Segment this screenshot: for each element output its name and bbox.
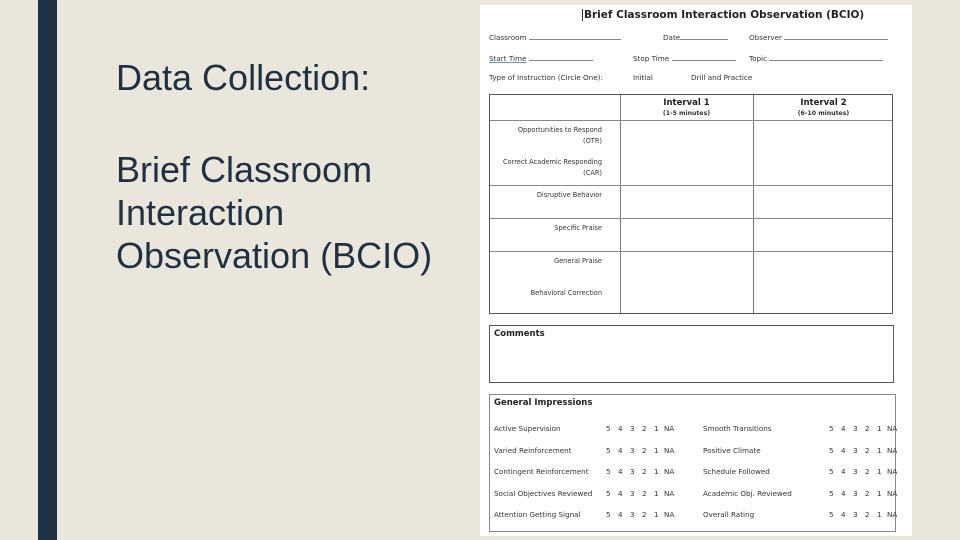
form-title: Brief Classroom Interaction Observation (BCIO) <box>584 9 865 21</box>
topic-field: Topic <box>749 53 883 63</box>
rating-option: NA <box>664 424 675 433</box>
rating-option: 1 <box>877 424 882 433</box>
impression-item-right: Overall Rating <box>703 510 755 519</box>
rating-option: 5 <box>606 510 611 519</box>
rating-option: NA <box>887 488 898 498</box>
comments-label: Comments <box>494 329 545 339</box>
rating-option: 5 <box>829 488 834 498</box>
behavior-specific-praise: Specific Praise <box>554 224 602 232</box>
rating-option: 3 <box>853 445 858 455</box>
impression-row <box>490 467 898 479</box>
impression-row <box>490 488 898 501</box>
behavior-otr: Opportunities to Respond (OTR) <box>517 126 602 145</box>
rating-option: 2 <box>865 424 870 433</box>
rating-option: 5 <box>606 445 611 455</box>
impression-item-right: Schedule Followed <box>703 467 770 476</box>
rating-option: 4 <box>618 424 623 433</box>
rating-option: 1 <box>877 488 882 498</box>
rating-option: 5 <box>606 424 611 433</box>
date-field: Date <box>663 32 728 42</box>
rating-option: 4 <box>841 424 846 433</box>
stop-time-field: Stop Time <box>633 53 736 63</box>
rating-option: 4 <box>841 510 846 519</box>
rating-option: 4 <box>841 488 846 498</box>
rating-option: NA <box>887 467 898 476</box>
title-line-1: Data Collection: <box>116 57 371 98</box>
rating-option: 2 <box>865 488 870 498</box>
rating-option: 3 <box>853 467 858 476</box>
rating-option: 1 <box>654 467 659 476</box>
rating-option: NA <box>664 510 675 519</box>
title-line-2: Brief Classroom Interaction Observation (BCIO) <box>116 149 433 276</box>
instruction-option-drill: Drill and Practice <box>691 73 753 82</box>
rating-option: 2 <box>642 424 647 433</box>
impression-item-right: Smooth Transitions <box>703 424 772 433</box>
rating-option: 3 <box>630 445 635 455</box>
rating-option: 3 <box>853 424 858 433</box>
rating-option: 3 <box>853 510 858 519</box>
rating-option: 1 <box>877 467 882 476</box>
rating-option: 5 <box>829 467 834 476</box>
rating-option: 2 <box>642 445 647 455</box>
rating-option: NA <box>664 467 675 476</box>
behavior-general-praise: General Praise <box>553 257 602 265</box>
rating-option: 2 <box>865 467 870 476</box>
rating-option: 2 <box>642 488 647 498</box>
impression-row <box>490 510 898 522</box>
rating-option: 3 <box>630 467 635 476</box>
rating-option: 4 <box>618 467 623 476</box>
interval-2-subheader: (6-10 minutes) <box>797 110 850 117</box>
rating-option: 5 <box>606 488 611 498</box>
impression-item-left: Varied Reinforcement <box>494 445 572 455</box>
rating-option: NA <box>664 488 675 498</box>
rating-option: 1 <box>877 445 882 455</box>
rating-option: NA <box>887 445 898 455</box>
rating-option: 3 <box>630 488 635 498</box>
rating-option: 2 <box>865 445 870 455</box>
rating-option: 5 <box>829 424 834 433</box>
rating-option: 5 <box>606 467 611 476</box>
impression-item-left: Attention Getting Signal <box>494 510 581 519</box>
behavior-correction: Behavioral Correction <box>530 289 602 297</box>
rating-option: 5 <box>829 510 834 519</box>
rating-option: 4 <box>618 510 623 519</box>
impression-row <box>490 424 898 436</box>
impression-item-left: Active Supervision <box>494 424 561 433</box>
behavior-car: Correct Academic Responding (CAR) <box>503 158 602 177</box>
rating-option: 3 <box>630 424 635 433</box>
rating-option: 1 <box>654 445 659 455</box>
impression-item-right: Academic Obj. Reviewed <box>703 488 792 498</box>
rating-option: 2 <box>642 467 647 476</box>
bcio-form-image <box>480 5 912 536</box>
rating-option: 5 <box>829 445 834 455</box>
instruction-type-field: Type of Instruction (Circle One): <box>489 73 603 82</box>
rating-option: NA <box>887 510 898 519</box>
impression-item-left: Contingent Reinforcement <box>494 467 589 476</box>
impression-item-right: Positive Climate <box>703 445 761 455</box>
general-impressions-box <box>489 394 896 532</box>
interval-1-header: Interval 1 <box>663 98 710 108</box>
rating-option: 1 <box>654 510 659 519</box>
interval-2-header: Interval 2 <box>800 98 847 108</box>
rating-option: NA <box>887 424 898 433</box>
rating-option: NA <box>664 445 675 455</box>
observation-table <box>489 94 893 314</box>
comments-box <box>489 325 894 383</box>
start-time-field: Start Time <box>489 53 593 63</box>
rating-option: 3 <box>630 510 635 519</box>
rating-option: 3 <box>853 488 858 498</box>
slide-title <box>116 56 456 277</box>
classroom-field: Classroom <box>489 32 621 42</box>
impression-item-left: Social Objectives Reviewed <box>494 488 593 498</box>
behavior-disruptive: Disruptive Behavior <box>536 191 602 199</box>
side-accent-bar <box>38 0 57 540</box>
rating-option: 4 <box>618 445 623 455</box>
impression-row <box>490 445 898 458</box>
rating-option: 1 <box>654 424 659 433</box>
rating-option: 2 <box>865 510 870 519</box>
instruction-option-initial: Initial <box>633 73 653 82</box>
rating-option: 1 <box>877 510 882 519</box>
rating-option: 4 <box>618 488 623 498</box>
interval-1-subheader: (1-5 minutes) <box>662 110 711 117</box>
general-impressions-label: General Impressions <box>494 398 593 408</box>
observer-field: Observer <box>749 32 888 42</box>
rating-option: 4 <box>841 445 846 455</box>
rating-option: 4 <box>841 467 846 476</box>
rating-option: 2 <box>642 510 647 519</box>
rating-option: 1 <box>654 488 659 498</box>
